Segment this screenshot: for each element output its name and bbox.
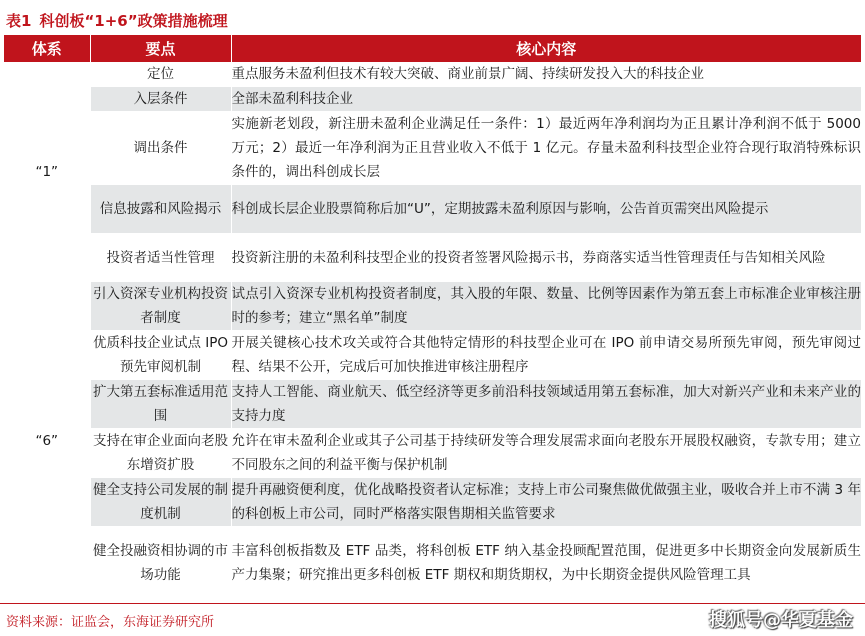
watermark: 搜狐号@华夏基金 [709,610,853,631]
row-content: 提升再融资便利度，优化战略投资者认定标准；支持上市公司聚焦做优做强主业，吸收合并上市不满 3 年的科创板上市公司，同时严格落实限售期相关监管要求 [231,478,861,527]
header-key-point: 要点 [90,35,231,62]
row-content: 允许在审未盈利企业或其子公司基于持续研发等合理发展需求面向老股东开展股权融资，专款专用；建立不同股东之间的利益平衡与保护机制 [231,429,861,478]
table-title [6,9,228,33]
table-header-row [4,35,861,62]
row-key: 定位 [90,62,231,87]
row-content: 开展关键核心技术攻关或符合其他特定情形的科技型企业可在 IPO 前申请交易所预先审阅，预先审阅过程、结果不公开，完成后可加快推进审核注册程序 [231,331,861,380]
table-row [4,429,861,478]
row-key: 调出条件 [90,112,231,185]
table-title-text: 科创板“1+6”政策措施梳理 [39,12,228,30]
row-content: 丰富科创板指数及 ETF 品类，将科创板 ETF 纳入基金投顾配置范围，促进更多中长期资金向发展新质生产力集聚；研究推出更多科创板 ETF 期权和期货期权，为中长期资金提供风险管理工具 [231,527,861,600]
policy-table [4,35,861,600]
row-key: 健全支持公司发展的制度机制 [90,478,231,527]
table-row [4,527,861,600]
row-key: 健全投融资相协调的市场功能 [90,527,231,600]
row-key: 扩大第五套标准适用范围 [90,380,231,429]
row-key: 入层条件 [90,87,231,112]
source-note: 资料来源：证监会，东海证券研究所 [6,615,215,630]
row-content: 科创成长层企业股票简称后加“U”，定期披露未盈利原因与影响，公告首页需突出风险提示 [231,185,861,234]
table-row [4,87,861,112]
table-row [4,282,861,331]
table-row [4,112,861,185]
header-core-content: 核心内容 [231,35,861,62]
row-content: 支持人工智能、商业航天、低空经济等更多前沿科技领域适用第五套标准，加大对新兴产业和未来产业的支持力度 [231,380,861,429]
header-system: 体系 [4,35,90,62]
footer [0,603,865,636]
row-content: 重点服务未盈利但技术有较大突破、商业前景广阔、持续研发投入大的科技企业 [231,62,861,87]
table-number: 表1 [6,12,32,30]
row-key: 优质科技企业试点 IPO 预先审阅机制 [90,331,231,380]
row-key: 信息披露和风险揭示 [90,185,231,234]
row-key: 引入资深专业机构投资者制度 [90,282,231,331]
row-key: 投资者适当性管理 [90,234,231,282]
table-row [4,185,861,234]
row-content: 试点引入资深专业机构投资者制度，其入股的年限、数量、比例等因素作为第五套上市标准企业审核注册时的参考；建立“黑名单”制度 [231,282,861,331]
group-label-one: “1” [4,62,90,282]
row-key: 支持在审企业面向老股东增资扩股 [90,429,231,478]
table-row [4,331,861,380]
table-row [4,478,861,527]
row-content: 投资新注册的未盈利科技型企业的投资者签署风险揭示书，券商落实适当性管理责任与告知相关风险 [231,234,861,282]
group-label-six: “6” [4,282,90,600]
row-content: 实施新老划段，新注册未盈利企业满足任一条件：1）最近两年净利润均为正且累计净利润不低于 5000 万元；2）最近一年净利润为正且营业收入不低于 1 亿元。存量未盈利科技型企业符合现行取消特殊标识条件的，调出科创成长层 [231,112,861,185]
table-row [4,234,861,282]
table-row [4,62,861,87]
table-row [4,380,861,429]
row-content: 全部未盈利科技企业 [231,87,861,112]
